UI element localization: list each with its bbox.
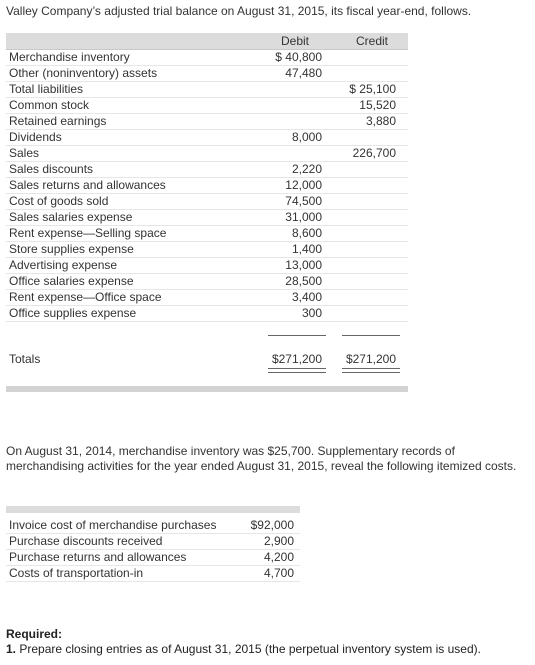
- row-label: Rent expense—Selling space: [9, 226, 167, 240]
- required-number: 1.: [6, 642, 17, 656]
- cost-row: [6, 566, 300, 582]
- cost-row: [6, 534, 300, 550]
- row-label: Other (noninventory) assets: [9, 66, 158, 80]
- row-credit: 226,700: [352, 146, 396, 160]
- credit-double-underline: [342, 368, 400, 373]
- table-row: [6, 146, 408, 162]
- row-label: Cost of goods sold: [9, 194, 109, 208]
- table-header: [6, 33, 408, 50]
- row-debit: 74,500: [285, 194, 322, 208]
- intro-text: Valley Company’s adjusted trial balance on August 31, 2015, its fiscal year-end, follows.: [6, 4, 472, 18]
- row-label: Dividends: [9, 130, 62, 144]
- table-footer-bar: [6, 386, 408, 392]
- row-debit: 3,400: [291, 290, 322, 304]
- row-label: Office salaries expense: [9, 274, 134, 288]
- cost-label: Purchase returns and allowances: [9, 550, 187, 564]
- row-label: Sales: [9, 146, 40, 160]
- table-row: [6, 114, 408, 130]
- table-row: [6, 274, 408, 290]
- table-row: [6, 242, 408, 258]
- cost-label: Invoice cost of merchandise purchases: [9, 518, 217, 532]
- table-row: [6, 50, 408, 66]
- row-credit: 15,520: [359, 98, 396, 112]
- row-label: Retained earnings: [9, 114, 107, 128]
- row-label: Advertising expense: [9, 258, 118, 272]
- row-label: Rent expense—Office space: [9, 290, 162, 304]
- row-label: Store supplies expense: [9, 242, 134, 256]
- costs-table: [6, 518, 300, 582]
- row-debit: 2,220: [291, 162, 322, 176]
- cost-row: [6, 518, 300, 534]
- trial-balance-table: [6, 33, 408, 382]
- row-debit: 8,000: [291, 130, 322, 144]
- row-label: Sales returns and allowances: [9, 178, 166, 192]
- table-row: [6, 290, 408, 306]
- row-label: Sales discounts: [9, 162, 94, 176]
- required-text: Prepare closing entries as of August 31, 2015 (the perpetual inventory system is used).: [19, 642, 481, 656]
- cost-row: [6, 550, 300, 566]
- required-title: Required:: [6, 627, 63, 641]
- cost-value: 4,200: [263, 550, 294, 564]
- table-row: [6, 258, 408, 274]
- cost-label: Purchase discounts received: [9, 534, 163, 548]
- underline-spacer: [6, 322, 408, 352]
- debit-double-underline: [268, 368, 326, 373]
- required-item: [6, 642, 481, 656]
- table-row: [6, 130, 408, 146]
- row-debit: $ 40,800: [275, 50, 322, 64]
- table-row: [6, 98, 408, 114]
- row-debit: 1,400: [291, 242, 322, 256]
- row-label: Common stock: [9, 98, 90, 112]
- totals-debit: $271,200: [271, 352, 322, 366]
- cost-value: $92,000: [250, 518, 294, 532]
- table-row: [6, 178, 408, 194]
- totals-label: Totals: [9, 352, 41, 366]
- row-debit: 47,480: [285, 66, 322, 80]
- table-row: [6, 226, 408, 242]
- table-row: [6, 162, 408, 178]
- totals-credit: $271,200: [345, 352, 396, 366]
- credit-header: Credit: [356, 34, 389, 48]
- cost-value: 4,700: [263, 566, 294, 580]
- row-label: Office supplies expense: [9, 306, 137, 320]
- row-credit: 3,880: [365, 114, 396, 128]
- row-label: Merchandise inventory: [9, 50, 130, 64]
- table-row: [6, 66, 408, 82]
- row-debit: 12,000: [285, 178, 322, 192]
- table-row: [6, 194, 408, 210]
- row-credit: $ 25,100: [349, 82, 396, 96]
- row-debit: 13,000: [285, 258, 322, 272]
- table-row: [6, 82, 408, 98]
- row-debit: 28,500: [285, 274, 322, 288]
- debit-header: Debit: [281, 34, 310, 48]
- credit-underline: [342, 335, 400, 336]
- table-body: [6, 50, 408, 322]
- inventory-paragraph: On August 31, 2014, merchandise inventory was $25,700. Supplementary records of merchandising activities for the year ended August 31, 2015, reveal the following itemized costs.: [6, 444, 517, 473]
- totals-row: [6, 352, 408, 382]
- row-debit: 8,600: [291, 226, 322, 240]
- table-row: [6, 210, 408, 226]
- debit-underline: [268, 335, 326, 336]
- row-debit: 31,000: [285, 210, 322, 224]
- cost-value: 2,900: [263, 534, 294, 548]
- cost-label: Costs of transportation-in: [9, 566, 144, 580]
- row-label: Sales salaries expense: [9, 210, 133, 224]
- row-label: Total liabilities: [9, 82, 84, 96]
- row-debit: 300: [301, 306, 322, 320]
- costs-table-header: [6, 506, 300, 513]
- table-row: [6, 306, 408, 322]
